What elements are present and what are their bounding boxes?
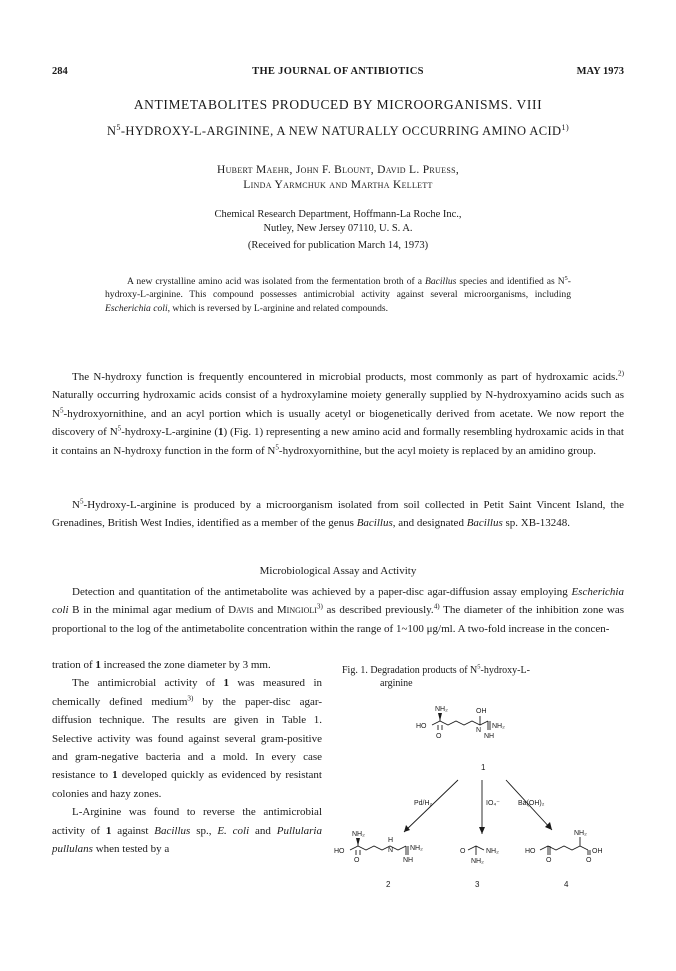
label-nh2: NH₂	[486, 848, 499, 855]
paragraph-intro: The N-hydroxy function is frequently encountered in microbial products, most commonly as part of hydroxamic acids.$^{2)}$ Naturally occurring hydroxamic acids consist of a hydroxylamine moiety generally supplied by N-hydroxyamino acids such as $N^5$-hydroxyornithine, and an acyl portion which is usually acetyl or biogenetically derived from acetate. We now report the discovery of $N^5-hydroxy-L$-arginine (1) (Fig. 1) representing a new amino acid and formally resembling hydroxamic acids in that it contains an N-hydroxy function in the form of $N^5$-hydroxyornithine, but the acyl moiety is replaced by an amidino group.	[52, 369, 624, 457]
label-nh2: NH₂	[574, 830, 587, 837]
label-nh2: NH₂	[435, 706, 448, 713]
label-oh: OH	[592, 848, 603, 855]
paragraph-assay: Detection and quantitation of the antimetabolite was achieved by a paper-disc agar-diffusion assay employing Escherichia coli B in the minimal agar medium of Davis and Mingioli$^{3)}$ as described previously.$^{4)}$ The diameter of the inhibition zone was proportional to the log of the antimetabolite concentration within the range of 1~100 μg/ml. A two-fold increase in the concen-	[52, 586, 625, 635]
label-o: O	[546, 857, 552, 864]
degradation-scheme-figure	[330, 700, 626, 940]
abstract: A new crystalline amino acid was isolated from the fermentation broth of a Bacillus species and identified as $N^5-hydroxy-L$-arginine. This compound possesses antimicrobial activity against several microorganisms, including Escherichia coli, which is reversed by L-arginine and related compounds.	[105, 274, 571, 314]
compound-number-4: 4	[564, 880, 569, 889]
label-o: O	[586, 857, 592, 864]
section-heading: Microbiological Assay and Activity	[259, 565, 417, 577]
author-line: Hubert Maehr, John F. Blount, David L. Pruess,	[217, 164, 459, 176]
wedge-bond	[356, 838, 360, 846]
compound-number-1: 1	[481, 763, 486, 772]
compound-2-skeleton	[350, 846, 406, 850]
author-list	[60, 163, 616, 193]
arrowhead	[404, 825, 410, 832]
compound-number-3: 3	[475, 880, 480, 889]
label-nh: NH	[403, 857, 414, 864]
label-ho: HO	[525, 848, 536, 855]
reagent-pd-h2: Pd/H₂	[414, 800, 433, 807]
wedge-bond	[438, 713, 442, 721]
figure-caption: Fig. 1. Degradation products of $N^5-hydroxy-L-$ arginine	[342, 663, 530, 689]
journal-title: THE JOURNAL OF ANTIBIOTICS	[252, 66, 424, 77]
affiliation: Chemical Research Department, Hoffmann-La Roche Inc., Nutley, New Jersey 07110, U. S. A.	[214, 209, 462, 234]
label-o: O	[460, 848, 466, 855]
reagent-periodate: IO₄⁻	[486, 800, 500, 807]
label-nh: NH	[484, 733, 495, 740]
paragraph-activity: The antimicrobial activity of 1 was measured in chemically defined medium$^{3)}$ by the paper-disc agar-diffusion technique. The results are given in Table 1. Selective activity was found against several gram-positive and gram-negative bacteria and a mold. In every case resistance to 1 developed quickly as evidenced by resistant colonies and hazy zones.	[52, 677, 323, 800]
label-nh2: NH₂	[471, 858, 484, 865]
label-ho: HO	[416, 723, 427, 730]
label-ho: HO	[334, 848, 345, 855]
label-nh2: NH₂	[492, 723, 505, 730]
received-date: (Received for publication March 14, 1973)	[247, 240, 429, 251]
label-oh: OH	[476, 708, 487, 715]
paragraph-reversal: L-Arginine was found to reverse the antimicrobial activity of 1 against Bacillus sp., E. coli and Pullularia pullulans when tested by a	[52, 806, 322, 856]
label-n: N	[388, 847, 394, 854]
label-o: O	[436, 733, 442, 740]
label-o: O	[354, 857, 360, 864]
reagent-barium-hydroxide: Ba(OH)₂	[518, 800, 545, 807]
paragraph-continued: tration of 1 increased the zone diameter by 3 mm.	[52, 659, 271, 671]
footnote-ref: 1)	[561, 122, 570, 132]
page-number: 284	[52, 66, 68, 77]
running-header	[52, 66, 624, 80]
label-nh2: NH₂	[410, 845, 423, 852]
issue-date: MAY 1973	[576, 66, 624, 77]
article-subtitle: $N^5-HYDROXY-L$-ARGININE, A NEW NATURALLY OCCURRING AMINO ACID$^{1)}$	[106, 122, 570, 138]
article-title: ANTIMETABOLITES PRODUCED BY MICROORGANISMS. VIII	[133, 97, 543, 112]
left-column-text	[52, 656, 322, 858]
author-line: Linda Yarmchuk and Martha Kellett	[243, 179, 433, 191]
compound-number-2: 2	[386, 880, 391, 889]
label-nh2: NH₂	[352, 831, 365, 838]
arrowhead	[479, 827, 485, 834]
label-h: H	[388, 837, 394, 844]
compound-4-skeleton	[540, 846, 588, 850]
label-n: N	[476, 727, 482, 734]
paragraph-source: $N^5-Hydroxy-L$-arginine is produced by a microorganism isolated from soil collected in Petit Saint Vincent Island, the Grenadines, British West Indies, identified as a member of the genus Bacillus, and designated Bacillus sp. XB-13248.	[52, 497, 624, 530]
